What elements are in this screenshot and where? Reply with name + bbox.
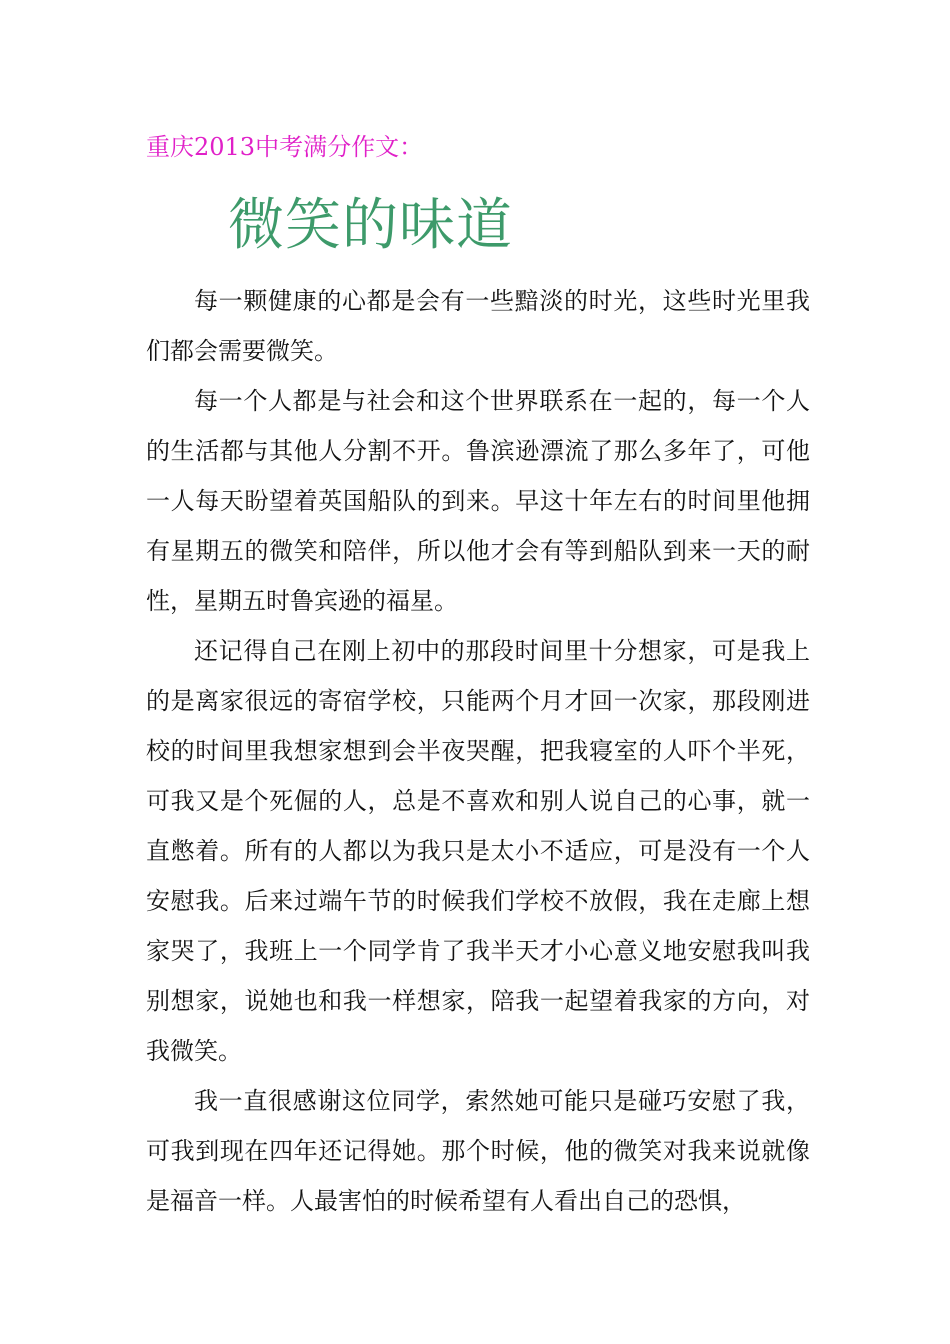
- paragraph-4: 我一直很感谢这位同学，索然她可能只是碰巧安慰了我，可我到现在四年还记得她。那个时候，他的微笑对我来说就像是福音一样。人最害怕的时候希望有人看出自己的恐惧，: [146, 1087, 810, 1215]
- paragraph-3: 还记得自己在刚上初中的那段时间里十分想家，可是我上的是离家很远的寄宿学校，只能两个月才回一次家，那段刚进校的时间里我想家想到会半夜哭醒，把我寝室的人吓个半死，可我又是个死倔的人，总是不喜欢和别人说自己的心事，就一直憋着。所有的人都以为我只是太小不适应，可是没有一个人安慰我。后来过端午节的时候我们学校不放假，我在走廊上想家哭了，我班上一个同学肯了我半天才小心意义地安慰我叫我别想家，说她也和我一样想家，陪我一起望着我家的方向，对我微笑。: [146, 637, 810, 1065]
- paragraph-1: 每一颗健康的心都是会有一些黯淡的时光，这些时光里我们都会需要微笑。: [146, 287, 810, 365]
- paragraph-2: 每一个人都是与社会和这个世界联系在一起的，每一个人的生活都与其他人分割不开。鲁滨逊漂流了那么多年了，可他一人每天盼望着英国船队的到来。早这十年左右的时间里他拥有星期五的微笑和陪伴，所以他才会有等到船队到来一天的耐性，星期五时鲁宾逊的福星。: [146, 387, 810, 615]
- document-title: 微笑的味道: [228, 193, 513, 258]
- document-body: [146, 276, 810, 1226]
- document-subtitle: 重庆2013中考满分作文：: [146, 133, 424, 161]
